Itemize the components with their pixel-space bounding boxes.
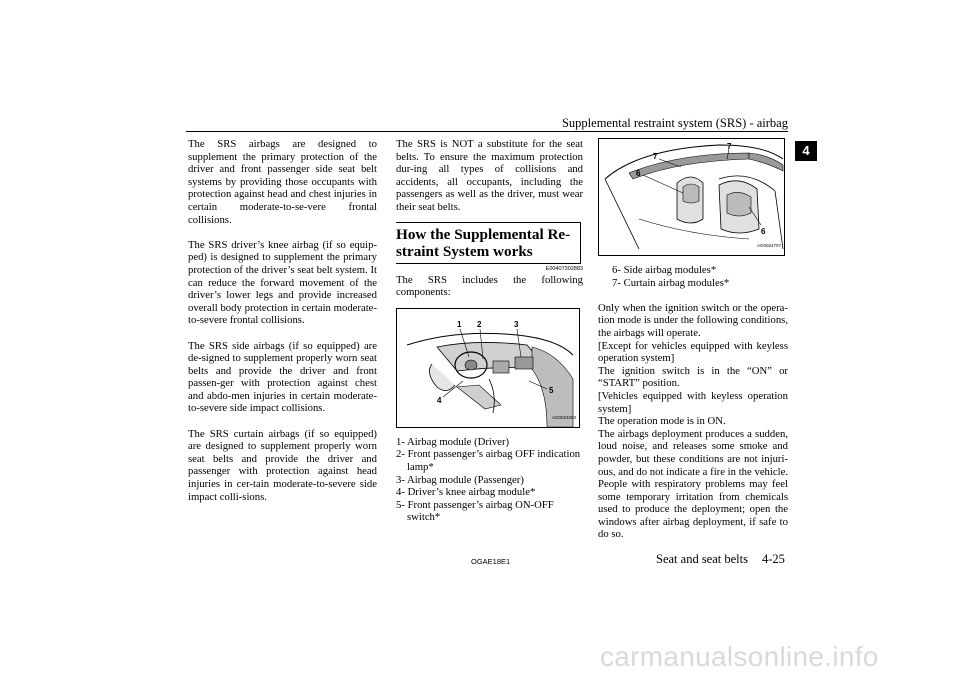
airbag-legend <box>598 264 788 289</box>
column-1 <box>188 138 377 516</box>
components-lead: The SRS includes the following components: <box>396 273 583 299</box>
dashboard-airbag-illustration <box>396 308 580 428</box>
callout-3: 3 <box>514 319 519 329</box>
paragraph-srs-airbags: The SRS airbags are designed to supplement the primary protection of the driver and front passenger side seat belt systems by providing those occupants with protection against head and chest injuries in certain moderate-to-se-vere frontal collisions. <box>188 138 377 226</box>
document-code: OGAE18E1 <box>471 557 511 566</box>
chapter-tab: 4 <box>795 141 817 161</box>
heading-code: E00407302883 <box>545 265 583 272</box>
column-2 <box>396 138 583 536</box>
page-number: 4-25 <box>762 552 785 566</box>
condition-non-keyless-text: The ignition switch is in the “ON” or “START” position. <box>598 364 788 390</box>
callout-6-left: 6 <box>636 169 641 178</box>
components-legend <box>396 436 583 524</box>
callout-2: 2 <box>477 319 482 329</box>
callout-7-left: 7 <box>653 152 658 161</box>
legend-item-6: 6- Side airbag modules* <box>612 264 717 276</box>
callout-4: 4 <box>437 395 442 405</box>
condition-keyless-text: The operation mode is in ON. <box>598 415 726 428</box>
legend-item-2: 2- Front passenger’s airbag OFF indication lamp* <box>396 448 581 473</box>
legend-item-4: 4- Driver’s knee airbag module* <box>396 486 536 499</box>
condition-keyless-head: [Vehicles equipped with keyless operation system] <box>598 389 788 415</box>
paragraph-side-airbags: The SRS side airbags (if so equipped) are de-signed to supplement properly worn seat belts and provide the driver and front passen-ger with protection against chest and abdo-men injuries in certain moderate-to-severe side impact collisions. <box>188 339 377 415</box>
condition-non-keyless-head: [Except for vehicles equipped with keyless operation system] <box>598 339 788 365</box>
callout-5: 5 <box>549 385 554 395</box>
operation-conditions: Only when the ignition switch or the opera-tion mode is under the following conditions, the airbags will operate. <box>598 301 788 339</box>
paragraph-not-substitute: The SRS is NOT a substitute for the seat belts. To ensure the maximum protection dur-ing all types of collisions and accidents, all occupants, including the passengers as well as the driver, must wear their seat belts. <box>396 138 583 213</box>
section-heading: How the Supplemental Re-straint System works <box>396 222 581 264</box>
legend-item-7: 7- Curtain airbag modules* <box>612 276 730 289</box>
callout-1: 1 <box>457 319 462 329</box>
legend-item-3: 3- Airbag module (Passenger) <box>396 473 524 486</box>
cabin-drawing <box>599 139 784 255</box>
column-3 <box>598 138 788 541</box>
legend-item-5: 5- Front passenger’s airbag ON-OFF switch* <box>396 498 554 524</box>
header-rule <box>186 131 788 132</box>
watermark: carmanualsonline.info <box>600 641 879 672</box>
callout-7-right: 7 <box>727 142 732 151</box>
page-header-title: Supplemental restraint system (SRS) - airbag <box>561 116 788 130</box>
callout-6-right: 6 <box>761 227 766 236</box>
footer-section-title: Seat and seat belts <box>656 552 748 566</box>
side-curtain-airbag-illustration <box>598 138 785 256</box>
paragraph-curtain-airbags: The SRS curtain airbags (if so equipped) are designed to supplement properly worn seat belts and provide the driver and passenger with protection against head injuries in cer-tain moderate-to-severe side impact colli-sions. <box>188 427 377 503</box>
figure-code: AG0024707 <box>756 243 781 249</box>
dashboard-drawing <box>397 309 579 427</box>
legend-item-1: 1- Airbag module (Driver) <box>396 435 510 448</box>
deployment-warning: The airbags deployment produces a sudden, loud noise, and releases some smoke and powder, but these conditions are not injuri-ous, and do not indicate a fire in the vehicle. People with respiratory problems may feel some temporary irritation from chemicals used to produce the deployment; open the windows after airbag deployment, if safe to do so. <box>598 427 788 541</box>
figure-code: AG0024693 <box>551 415 576 421</box>
paragraph-knee-airbag: The SRS driver’s knee airbag (if so equip-ped) is designed to supplement the primary protection of the driver’s seat belt system. It can reduce the forward movement of the driver’s lower legs and provide increased overall body protection in certain moderate-to-severe frontal collisions. <box>188 238 377 327</box>
